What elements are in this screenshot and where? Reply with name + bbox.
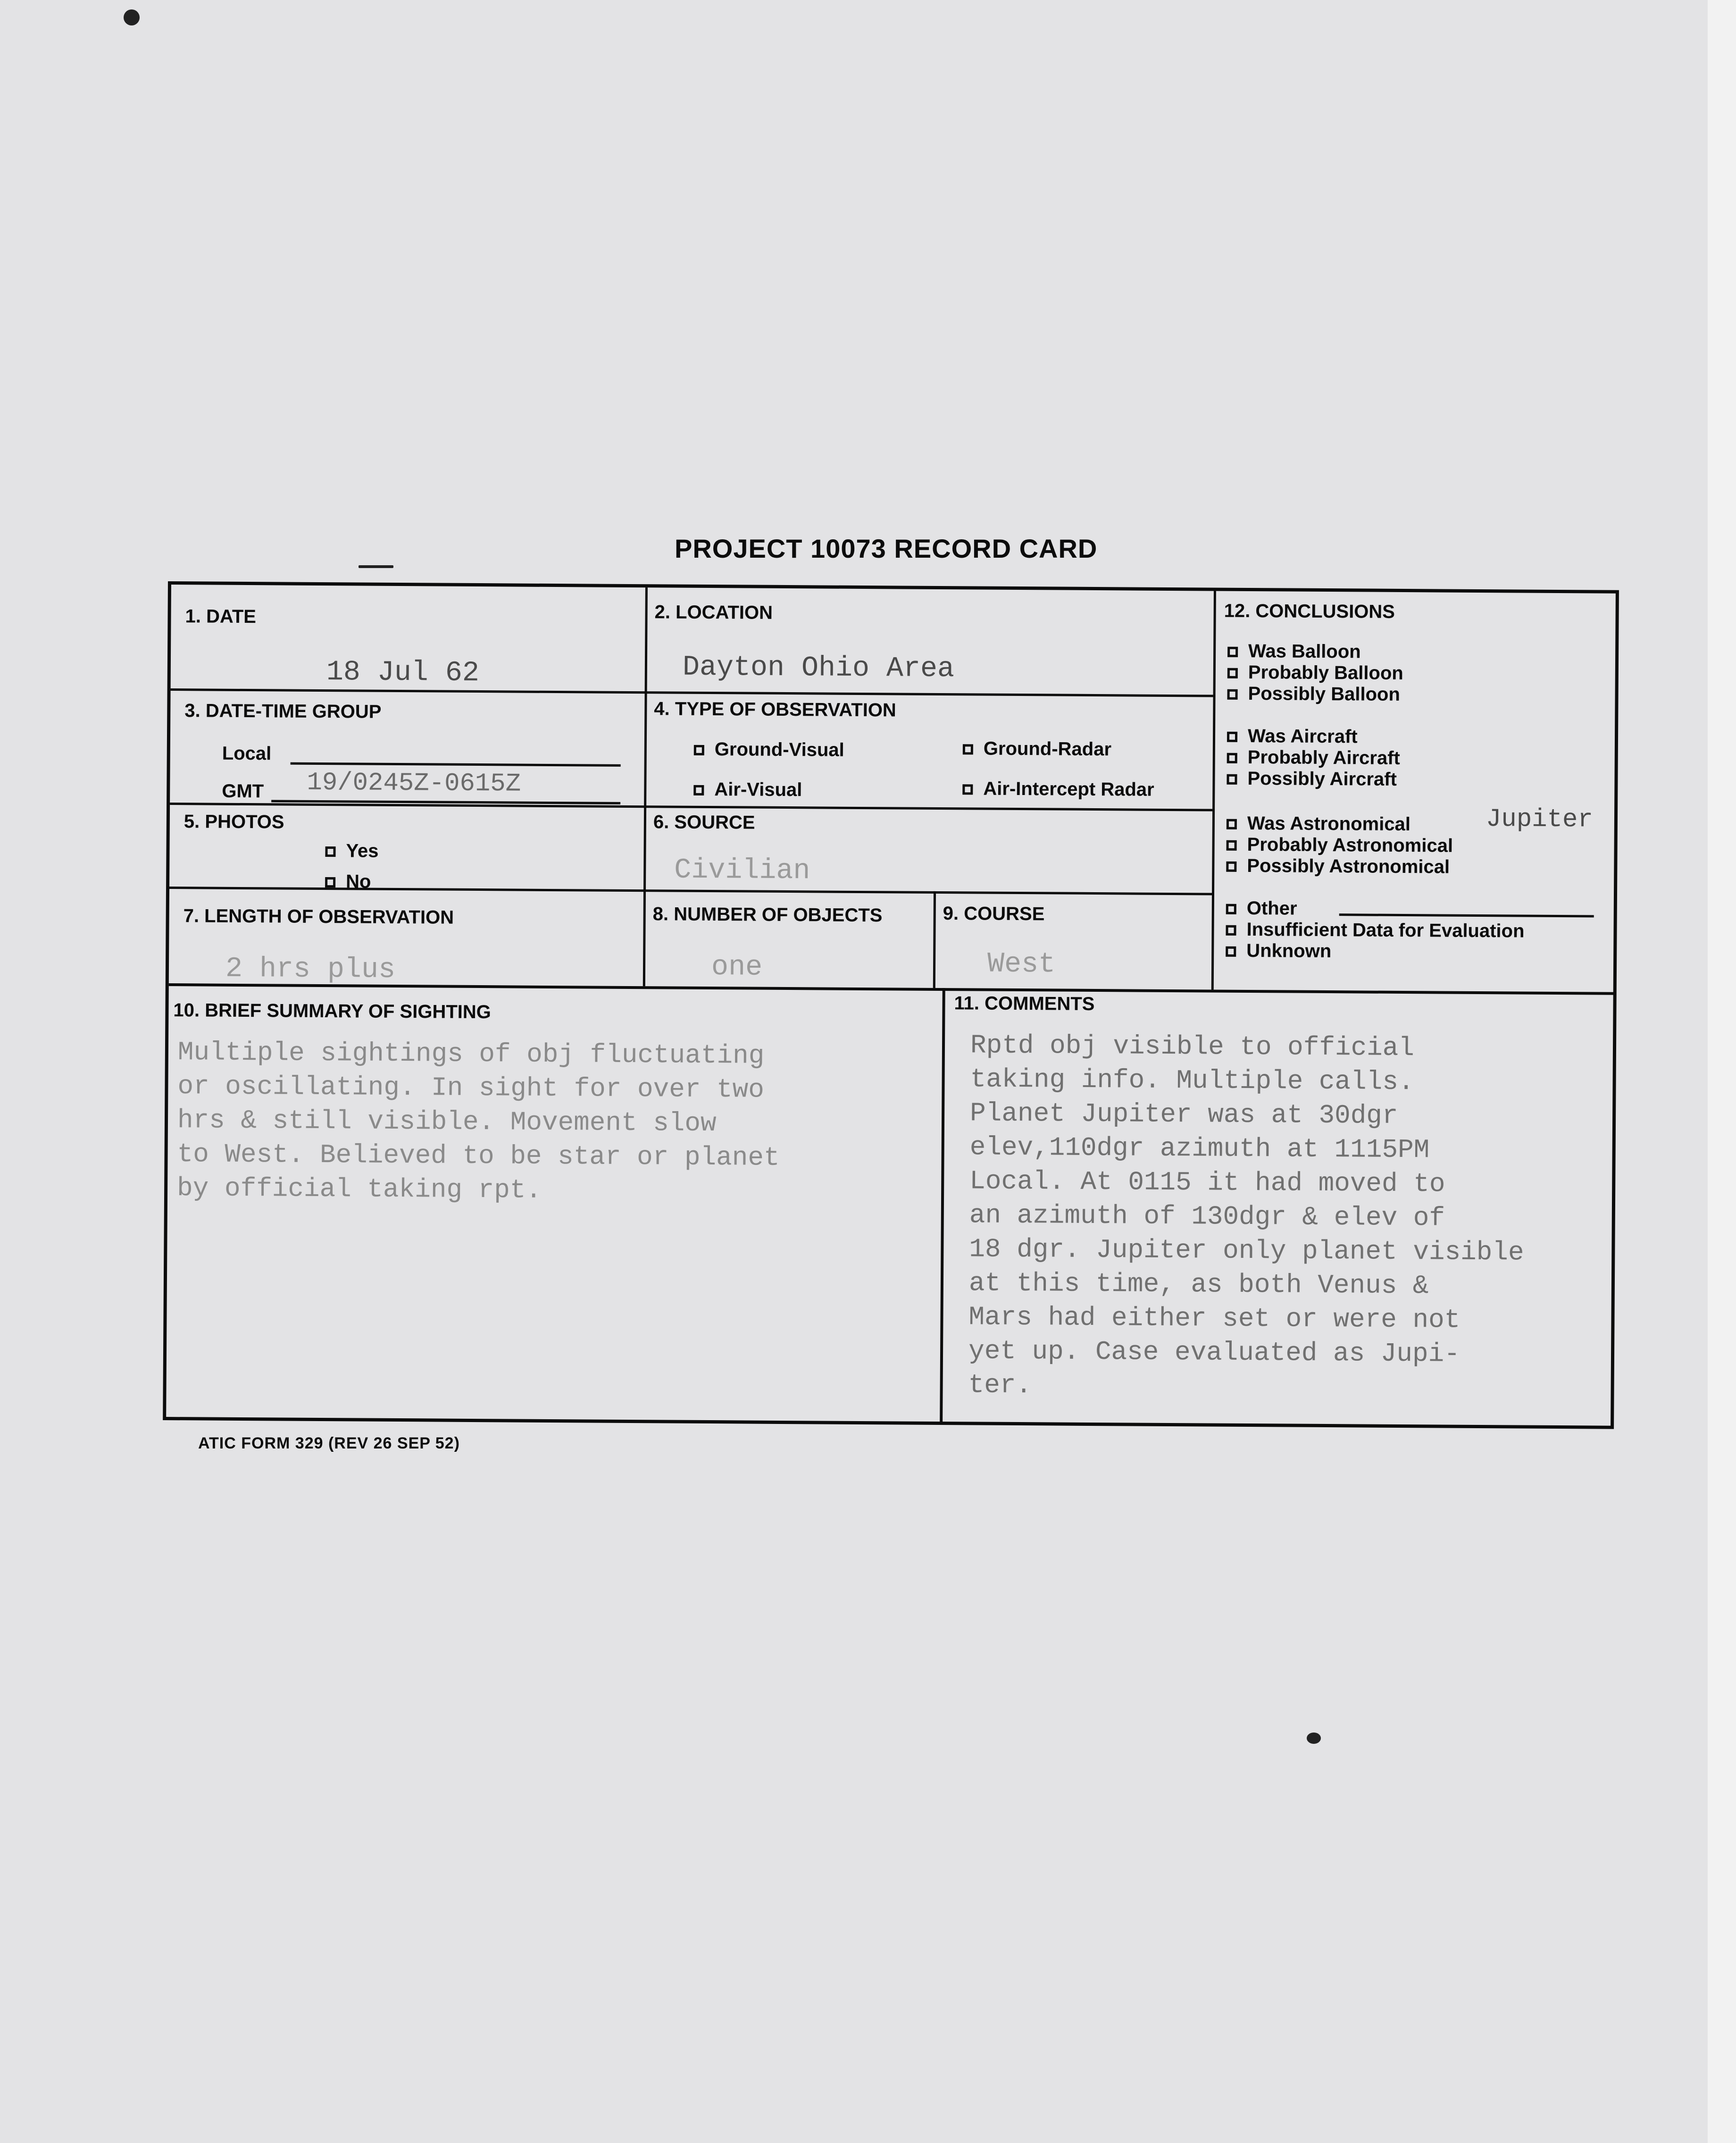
scan-mark [359, 565, 393, 568]
length-value: 2 hrs plus [225, 953, 396, 986]
comments-line: at this time, as both Venus & [968, 1268, 1429, 1301]
checkbox-icon [1227, 840, 1237, 851]
conclusion-was-astronomical: Was Astronomical [1227, 813, 1410, 835]
source-value: Civilian [674, 854, 810, 887]
summary-line: to West. Believed to be star or planet [177, 1139, 780, 1173]
conclusion-possibly-astronomical: Possibly Astronomical [1226, 855, 1450, 878]
comments-line: Rptd obj visible to official [970, 1030, 1415, 1063]
other-line [1339, 913, 1594, 917]
form-footer: ATIC FORM 329 (REV 26 SEP 52) [198, 1434, 460, 1452]
comments-line: taking info. Multiple calls. [970, 1064, 1414, 1097]
summary-label: 10. BRIEF SUMMARY OF SIGHTING [173, 1000, 491, 1023]
checkbox-icon [1226, 862, 1236, 872]
conclusion-insufficient-data: Insufficient Data for Evaluation [1226, 919, 1524, 942]
scan-speck [1307, 1733, 1321, 1744]
local-label: Local [222, 743, 272, 764]
conclusion-was-balloon: Was Balloon [1227, 641, 1361, 663]
conclusion-possibly-aircraft: Possibly Aircraft [1227, 768, 1397, 790]
type-air-intercept-radar: Air-Intercept Radar [962, 778, 1154, 800]
type-ground-radar: Ground-Radar [963, 738, 1111, 760]
checkbox-icon [325, 877, 335, 887]
comments-line: Local. At 0115 it had moved to [969, 1166, 1445, 1199]
comments-line: an azimuth of 130dgr & elev of [969, 1200, 1445, 1233]
comments-line: elev,110dgr azimuth at 1115PM [969, 1132, 1430, 1165]
comments-line: Mars had either set or were not [968, 1302, 1461, 1335]
checkbox-icon [1226, 946, 1236, 957]
date-value: 18 Jul 62 [326, 656, 480, 690]
date-label: 1. DATE [185, 606, 257, 628]
course-value: West [987, 948, 1056, 981]
photos-yes: Yes [325, 840, 378, 862]
location-value: Dayton Ohio Area [682, 651, 955, 686]
type-ground-visual: Ground-Visual [694, 739, 844, 761]
conclusion-possibly-balloon: Possibly Balloon [1227, 683, 1400, 705]
conclusion-probably-aircraft: Probably Aircraft [1227, 747, 1400, 769]
num-objects-value: one [711, 951, 763, 984]
dtg-label: 3. DATE-TIME GROUP [184, 700, 382, 722]
checkbox-icon [694, 745, 704, 755]
summary-line: by official taking rpt. [176, 1173, 542, 1205]
photos-no: No [325, 871, 371, 893]
checkbox-icon [1227, 647, 1238, 657]
course-label: 9. COURSE [943, 903, 1045, 925]
conclusion-was-aircraft: Was Aircraft [1227, 726, 1358, 748]
checkbox-icon [1226, 904, 1236, 914]
summary-text [177, 1035, 780, 1209]
location-label: 2. LOCATION [654, 602, 773, 623]
comments-line: 18 dgr. Jupiter only planet visible [969, 1234, 1524, 1268]
record-card [163, 581, 1619, 1429]
num-objects-label: 8. NUMBER OF OBJECTS [652, 904, 883, 926]
photos-label: 5. PHOTOS [184, 811, 284, 833]
comments-label: 11. COMMENTS [954, 993, 1095, 1015]
checkbox-icon [325, 846, 335, 857]
checkbox-icon [1227, 689, 1238, 700]
conclusion-probably-astronomical: Probably Astronomical [1226, 834, 1453, 857]
gmt-label: GMT [222, 780, 264, 802]
comments-line: ter. [968, 1370, 1032, 1401]
conclusion-other: Other [1226, 898, 1297, 920]
checkbox-icon [693, 785, 704, 795]
checkbox-icon [962, 785, 973, 795]
comments-line: yet up. Case evaluated as Jupi- [968, 1336, 1461, 1369]
length-label: 7. LENGTH OF OBSERVATION [183, 905, 454, 928]
checkbox-icon [1227, 819, 1237, 829]
type-air-visual: Air-Visual [693, 779, 802, 801]
type-obs-label: 4. TYPE OF OBSERVATION [654, 698, 896, 721]
summary-line: Multiple sightings of obj fluctuating [177, 1037, 765, 1071]
checkbox-icon [1227, 753, 1237, 763]
divider [1211, 591, 1216, 990]
comments-line: Planet Jupiter was at 30dgr [969, 1098, 1398, 1131]
checkbox-icon [1226, 925, 1236, 936]
page-edge [1708, 0, 1736, 2143]
checkbox-icon [963, 745, 973, 755]
divider [940, 988, 945, 1422]
local-line [291, 762, 621, 767]
divider [171, 688, 1213, 697]
comments-text [968, 1028, 1525, 1405]
gmt-value: 19/0245Z-0615Z [307, 768, 521, 799]
divider [643, 587, 648, 986]
divider [170, 803, 1212, 811]
scan-speck [124, 9, 140, 25]
divider [933, 891, 936, 988]
astronomical-note: Jupiter [1486, 805, 1593, 835]
summary-line: or oscillating. In sight for over two [177, 1071, 765, 1105]
checkbox-icon [1227, 732, 1237, 742]
checkbox-icon [1227, 668, 1238, 678]
conclusion-unknown: Unknown [1226, 940, 1331, 962]
summary-line: hrs & still visible. Movement slow [177, 1105, 717, 1139]
checkbox-icon [1227, 774, 1237, 785]
card-title: PROJECT 10073 RECORD CARD [675, 534, 1098, 563]
source-label: 6. SOURCE [653, 812, 755, 833]
conclusion-probably-balloon: Probably Balloon [1227, 662, 1403, 684]
conclusions-label: 12. CONCLUSIONS [1224, 600, 1395, 622]
